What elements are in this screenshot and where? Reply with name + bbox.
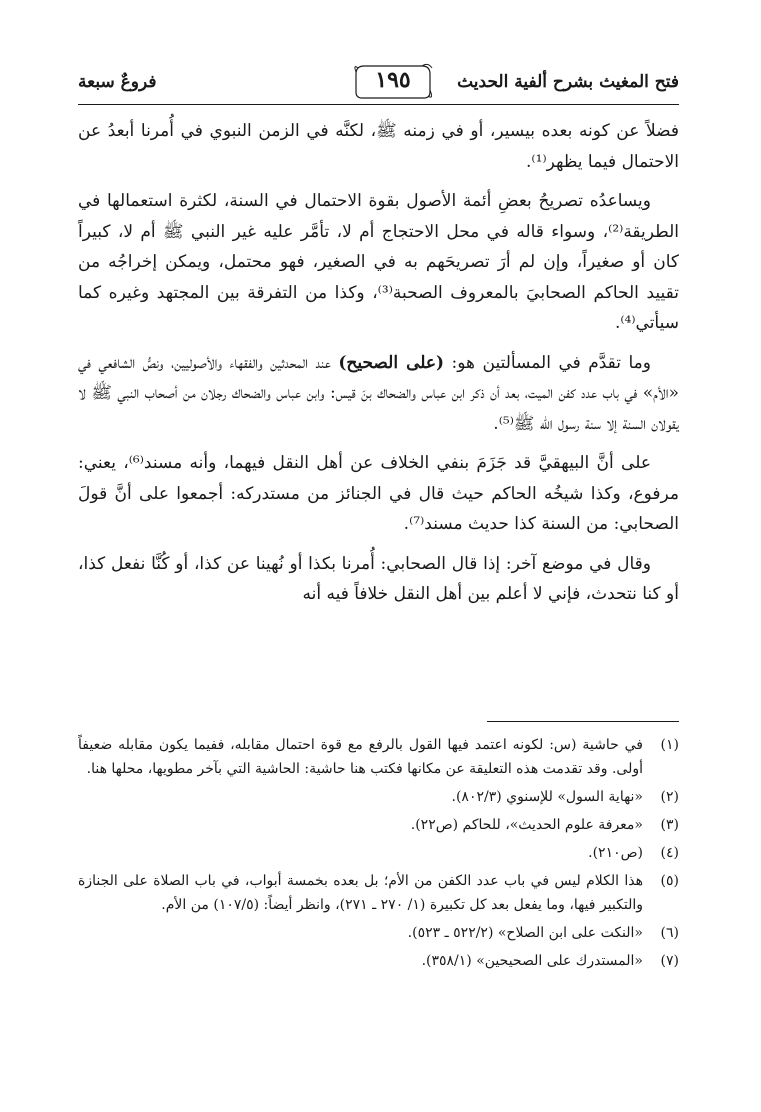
header-rule [78,104,679,105]
footnote [78,813,679,837]
page-number-frame [350,62,436,102]
running-header [78,62,679,106]
section-title: فروعٌ سبعة [78,72,157,92]
paragraph-3-lead: وما تقدَّم في المسألتين هو: [444,352,651,373]
footnote [78,869,679,917]
footnote-text: في حاشية (س: لكونه اعتمد فيها القول بالرفع مع قوة احتمال مقابله، ففيما يكون مقابله ضعيفاً أولى. وقد تقدمت هذه التعليقة عن مكانها فكتب هنا حاشية: الحاشية التي بآخر مطويها، محلها هنا. [78,737,643,777]
footnote [78,921,679,945]
footnote-number: (٣) [660,817,679,833]
footnote [78,949,679,973]
footnote-text: «المستدرك على الصحيحين» (٣٥٨/١). [421,953,643,969]
footnote-number: (١) [660,737,679,753]
footnote-number: (٧) [660,953,679,969]
footnote-text: «نهاية السول» للإسنوي (٨٠٢/٣). [451,789,643,805]
matn-quote: (على الصحيح) [338,352,445,373]
footnote [78,841,679,865]
paragraph-3-rest: عند المحدثين والفقهاء والأصوليين، ونصُّ الشافعي في «الأم» في باب عدد كفن الميت، بعد أن ذكر ابن عباس والضحاك بنَ قيس: وابن عباس والضحاك رجلان من أصحاب النبي ﷺ لا يقولان السنة إلا سنة رسول الله ﷺ⁽⁵⁾. [78,352,679,434]
footnotes [78,733,679,977]
footnote-text: (ص٢١٠). [588,845,643,861]
footnote [78,733,679,781]
footnote [78,785,679,809]
footnote-number: (٥) [660,873,679,889]
book-title: فتح المغيث بشرح ألفية الحديث [457,72,679,92]
footnote-text: هذا الكلام ليس في باب عدد الكفن من الأم؛ بل بعده بخمسة أبواب، في باب الصلاة على الجنازة والتكبير فيها، وما يفعل بعد كل تكبيرة (١/ ٢٧٠ ـ ٢٧١)، وانظر أيضاً: (١٠٧/٥) من الأم. [78,873,643,913]
footnote-number: (٤) [660,845,679,861]
footnote-separator [487,721,679,722]
footnote-text: «معرفة علوم الحديث»، للحاكم (ص٢٢). [410,817,643,833]
main-text [78,116,679,619]
paragraph-3 [78,348,679,440]
paragraph-4: على أنَّ البيهقيَّ قد جَزَمَ بنفي الخلاف عن أهل النقل فيهما، وأنه مسند⁽⁶⁾، يعني: مرفوع، وكذا شيخُه الحاكم حيث قال في الجنائز من مستدركه: أجمعوا على أنَّ قولَ الصحابي: من السنة كذا حديث مسند⁽⁷⁾. [78,453,679,534]
paragraph-2: ويساعدُه تصريحُ بعضِ أئمة الأصول بقوة الاحتمال في السنة، لكثرة استعمالها في الطريقة⁽²⁾، وسواء قاله في محل الاحتجاج أم لا، تأمَّر عليه غير النبي ﷺ أم لا، كبيراً كان أو صغيراً، وإن لم أرَ تصريحَهم به في الصغير، فهو محتمل، ويمكن إخراجُه من تقييد الحاكم الصحابيَ بالمعروف الصحبة⁽³⁾، وكذا من التفرقة بين المجتهد وغيره كما سيأتي⁽⁴⁾. [78,191,679,333]
paragraph-1: فضلاً عن كونه بعده بيسير، أو في زمنه ﷺ، لكنَّه في الزمن النبوي في أُمرنا أبعدُ عن الاحتمال فيما يظهر⁽¹⁾. [78,121,679,172]
footnote-number: (٦) [660,925,679,941]
footnote-text: «النكت على ابن الصلاح» (٥٢٢/٢ ـ ٥٢٣). [407,925,643,941]
footnote-number: (٢) [660,789,679,805]
paragraph-5: وقال في موضع آخر: إذا قال الصحابي: أُمرنا بكذا أو نُهينا عن كذا، أو كُنَّا نفعل كذا، أو كنا نتحدث، فإني لا أعلم بين أهل النقل خلافاً فيه أنه [78,553,679,604]
page-number: ١٩٥ [375,67,411,93]
